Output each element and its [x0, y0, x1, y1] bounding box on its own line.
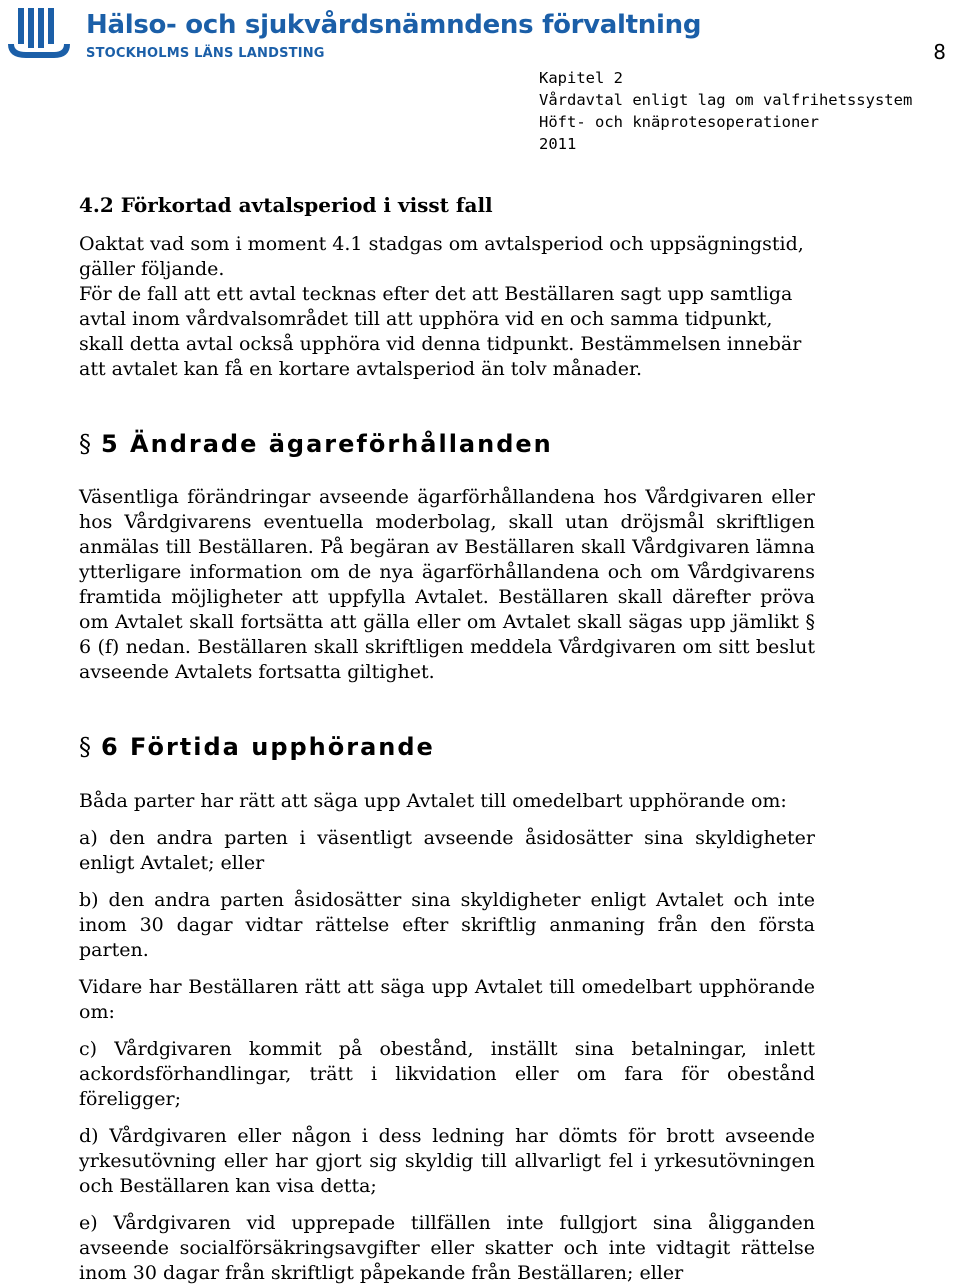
section-symbol: §	[79, 733, 93, 761]
section-6-heading	[79, 733, 435, 761]
chapter-label: Kapitel 2	[539, 69, 623, 87]
section-symbol: §	[79, 430, 93, 458]
list-item: e) Vårdgivaren vid upprepade tillfällen inte fullgjort sina åligganden avseende socialförsäkringsavgifter eller skatter och inte vidtagit rättelse inom 30 dagar från skriftligt påpekande från Beställaren; eller	[79, 1212, 815, 1284]
section-6-body	[79, 789, 815, 1286]
document-subject: Höft- och knäprotesoperationer	[539, 113, 819, 131]
paragraph: Vidare har Beställaren rätt att säga upp Avtalet till omedelbart upphörande om:	[79, 976, 815, 1023]
list-item: b) den andra parten åsidosätter sina skyldigheter enligt Avtalet och inte inom 30 dagar vidtar rättelse efter skriftlig anmaning från den första parten.	[79, 889, 815, 961]
org-name: Hälso- och sjukvårdsnämndens förvaltning	[86, 10, 702, 40]
section-4-2-heading: 4.2 Förkortad avtalsperiod i visst fall	[79, 193, 493, 217]
document-year: 2011	[539, 135, 577, 153]
section-5-heading	[79, 430, 553, 458]
section-title: 5 Ändrade ägareförhållanden	[101, 430, 553, 458]
paragraph: För de fall att ett avtal tecknas efter det att Beställaren sagt upp samtliga avtal inom vårdvalsområdet till att upphöra vid en och samma tidpunkt, skall detta avtal också upphöra vid denna tidpunkt. Bestämmelsen innebär att avtalet kan få en kortare avtalsperiod än tolv månader.	[79, 283, 802, 380]
section-5-body	[79, 485, 815, 685]
document-title: Vårdavtal enligt lag om valfrihetssystem	[539, 91, 913, 109]
sll-logo-icon	[6, 6, 74, 62]
org-logo	[6, 4, 706, 64]
list-item: a) den andra parten i väsentligt avseende åsidosätter sina skyldigheter enligt Avtalet; eller	[79, 827, 815, 874]
section-title: 6 Förtida upphörande	[101, 733, 435, 761]
list-item: d) Vårdgivaren eller någon i dess ledning har dömts för brott avseende yrkesutövning eller har gjort sig skyldig till allvarligt fel i yrkesutövningen och Beställaren kan visa detta;	[79, 1125, 815, 1197]
org-subtitle: STOCKHOLMS LÄNS LANDSTING	[86, 46, 325, 61]
paragraph: Oaktat vad som i moment 4.1 stadgas om avtalsperiod och uppsägningstid, gäller följande.	[79, 233, 804, 280]
paragraph: Båda parter har rätt att säga upp Avtalet till omedelbart upphörande om:	[79, 790, 787, 812]
section-4-2-body	[79, 232, 815, 382]
list-item: c) Vårdgivaren kommit på obestånd, inställt sina betalningar, inlett ackordsförhandlingar, trätt i likvidation eller om fara för obestånd föreligger;	[79, 1038, 815, 1110]
header-meta	[539, 67, 912, 155]
paragraph: Väsentliga förändringar avseende ägarförhållandena hos Vårdgivaren eller hos Vårdgivarens eventuella moderbolag, skall utan dröjsmål skriftligen anmälas till Beställaren. På begäran av Beställaren skall Vårdgivaren lämna ytterligare information om de nya ägarförhållandena och om Vårdgivarens framtida möjligheter att uppfylla Avtalet. Beställaren skall därefter pröva om Avtalet skall fortsätta att gälla eller om Avtalet skall sägas upp jämlikt § 6 (f) nedan. Beställaren skall skriftligen meddela Vårdgivaren om sitt beslut avseende Avtalets fortsatta giltighet.	[79, 486, 815, 683]
page-number: 8	[933, 40, 946, 64]
